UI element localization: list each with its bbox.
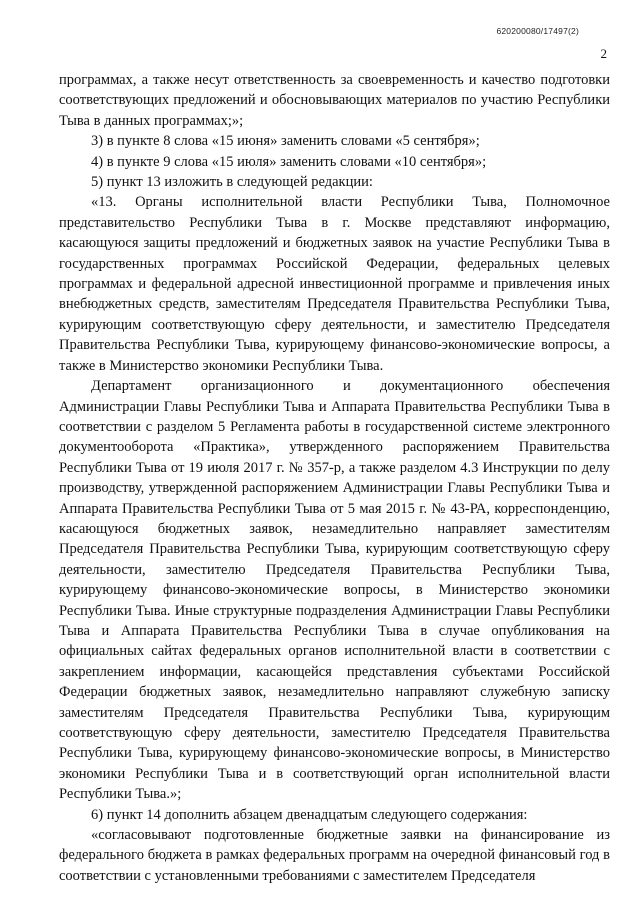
- paragraph-continuation: программах, а также несут ответственность за своевременность и качество подготовки соответствующих предложений и обосновывающих материалов по участию Республики Тыва в данных программах;»;: [59, 72, 610, 129]
- paragraph-quote-budget-requests: «согласовывают подготовленные бюджетные заявки на финансирование из федерального бюджета в рамках федеральных программ на очередной финансовый год в соответствии с установленными требованиями с заместителем Председателя: [59, 827, 610, 884]
- paragraph-item-5: 5) пункт 13 изложить в следующей редакции:: [91, 174, 373, 191]
- document-body: [59, 70, 610, 886]
- paragraph-item-4: 4) в пункте 9 слова «15 июля» заменить словами «10 сентября»;: [91, 153, 487, 170]
- paragraph-item-3: 3) в пункте 8 слова «15 июня» заменить словами «5 сентября»;: [91, 133, 480, 150]
- paragraph-item-6: 6) пункт 14 дополнить абзацем двенадцатым следующего содержания:: [91, 806, 528, 823]
- document-registration-number: 620200080/17497(2): [496, 26, 579, 36]
- paragraph-department-procedure: Департамент организационного и документационного обеспечения Администрации Главы Республики Тыва и Аппарата Правительства Республики Тыва в соответствии с разделом 5 Регламента работы в государственной системе электронного документооборота «Практика», утвержденного распоряжением Правительства Республики Тыва от 19 июля 2017 г. № 357-р, а также разделом 4.3 Инструкции по делу производству, утвержденной распоряжением Администрации Главы Республики Тыва и Аппарата Правительства Республики Тыва от 5 мая 2015 г. № 43-РА, корреспонденцию, касающуюся бюджетных заявок, незамедлительно направляет заместителям Председателя Правительства Республики Тыва, курирующим соответствующую сферу деятельности, заместителю Председателя Правительства Республики Тыва, курирующему финансово-экономические вопросы, в Министерство экономики Республики Тыва. Иные структурные подразделения Администрации Главы Республики Тыва и Аппарата Правительства Республики Тыва в случае опубликования на официальных сайтах федеральных органов исполнительной власти в соответствии с закреплением информации, касающейся представления субъектами Российской Федерации бюджетных заявок, незамедлительно направляют служебную записку заместителям Председателя Правительства Республики Тыва, курирующим соответствующую сферу деятельности, заместителю Председателя Правительства Республики Тыва, курирующему финансово-экономические вопросы, в Министерство экономики Республики Тыва и в соответствующий орган исполнительной власти Республики Тыва.»;: [59, 378, 610, 803]
- paragraph-clause-13: «13. Органы исполнительной власти Республики Тыва, Полномочное представительство Республики Тыва в г. Москве представляют информацию, касающуюся защиты предложений и бюджетных заявок на участие Республики Тыва в государственных программах Российской Федерации, федеральных целевых программах и федеральной адресной инвестиционной программе и привлечения иных внебюджетных средств, заместителям Председателя Правительства Республики Тыва, курирующим соответствующую сферу деятельности, и заместителю Председателя Правительства Республики Тыва, курирующему финансово-экономические вопросы, а также в Министерство экономики Республики Тыва.: [59, 194, 610, 374]
- page-number: 2: [600, 46, 607, 61]
